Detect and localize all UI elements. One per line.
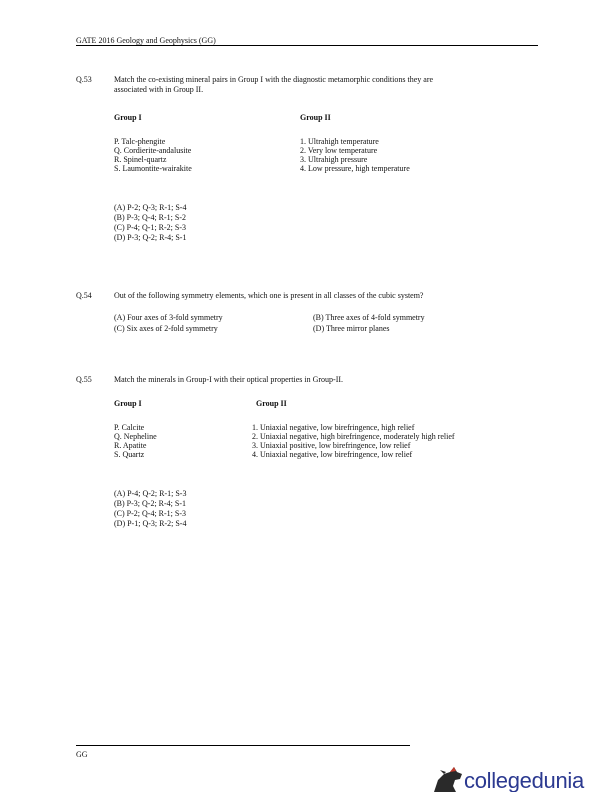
list-item: 1. Uniaxial negative, low birefringence, high relief bbox=[252, 423, 415, 432]
q54-number: Q.54 bbox=[76, 291, 92, 300]
q53-text-line2: associated with in Group II. bbox=[114, 85, 204, 94]
q55-number: Q.55 bbox=[76, 375, 92, 384]
q55-group2-list bbox=[252, 423, 455, 459]
list-item: 2. Very low temperature bbox=[300, 146, 378, 155]
q53-group2-heading: Group II bbox=[300, 113, 331, 122]
q55-group2-heading: Group II bbox=[256, 399, 287, 408]
q53-group1-heading: Group I bbox=[114, 113, 142, 122]
answer-option: (B) P-3; Q-4; R-1; S-2 bbox=[114, 213, 186, 222]
q54-option-a: (A) Four axes of 3-fold symmetry bbox=[114, 313, 223, 322]
q54-option-b: (B) Three axes of 4-fold symmetry bbox=[313, 313, 425, 322]
list-item: S. Quartz bbox=[114, 450, 145, 459]
answer-option: (B) P-3; Q-2; R-4; S-1 bbox=[114, 499, 186, 508]
q53-group1-list bbox=[114, 137, 192, 173]
page-header-title: GATE 2016 Geology and Geophysics (GG) bbox=[76, 36, 216, 45]
answer-option: (D) P-1; Q-3; R-2; S-4 bbox=[114, 519, 187, 528]
q54-option-d: (D) Three mirror planes bbox=[313, 324, 390, 333]
list-item: R. Spinel-quartz bbox=[114, 155, 167, 164]
q53-number: Q.53 bbox=[76, 75, 92, 84]
answer-option: (A) P-2; Q-3; R-1; S-4 bbox=[114, 203, 187, 212]
list-item: 4. Uniaxial negative, low birefringence, low relief bbox=[252, 450, 413, 459]
q54-option-c: (C) Six axes of 2-fold symmetry bbox=[114, 324, 218, 333]
q55-group1-heading: Group I bbox=[114, 399, 142, 408]
list-item: Q. Nepheline bbox=[114, 432, 157, 441]
q53-group2-list bbox=[300, 137, 410, 173]
list-item: 1. Ultrahigh temperature bbox=[300, 137, 379, 146]
header-rule bbox=[76, 45, 538, 46]
q55-options bbox=[114, 489, 186, 529]
footer-rule bbox=[76, 745, 410, 746]
list-item: R. Apatite bbox=[114, 441, 147, 450]
q54-text: Out of the following symmetry elements, which one is present in all classes of the cubic system? bbox=[114, 291, 424, 300]
list-item: 3. Ultrahigh pressure bbox=[300, 155, 368, 164]
list-item: P. Calcite bbox=[114, 423, 145, 432]
answer-option: (A) P-4; Q-2; R-1; S-3 bbox=[114, 489, 187, 498]
list-item: 3. Uniaxial positive, low birefringence, low relief bbox=[252, 441, 411, 450]
answer-option: (D) P-3; Q-2; R-4; S-1 bbox=[114, 233, 187, 242]
list-item: Q. Cordierite-andalusite bbox=[114, 146, 192, 155]
list-item: S. Laumontite-wairakite bbox=[114, 164, 192, 173]
mascot-icon bbox=[432, 764, 466, 792]
collegedunia-logo bbox=[432, 764, 612, 792]
logo-text: collegedunia bbox=[464, 768, 584, 792]
list-item: 4. Low pressure, high temperature bbox=[300, 164, 410, 173]
q53-text-line1: Match the co-existing mineral pairs in Group I with the diagnostic metamorphic conditions they are bbox=[114, 75, 434, 84]
list-item: P. Talc-phengite bbox=[114, 137, 166, 146]
footer-code: GG bbox=[76, 750, 88, 759]
list-item: 2. Uniaxial negative, high birefringence, moderately high relief bbox=[252, 432, 455, 441]
q55-text: Match the minerals in Group-I with their optical properties in Group-II. bbox=[114, 375, 344, 384]
q53-options bbox=[114, 203, 186, 243]
answer-option: (C) P-2; Q-4; R-1; S-3 bbox=[114, 509, 186, 518]
q55-group1-list bbox=[114, 423, 157, 459]
answer-option: (C) P-4; Q-1; R-2; S-3 bbox=[114, 223, 186, 232]
